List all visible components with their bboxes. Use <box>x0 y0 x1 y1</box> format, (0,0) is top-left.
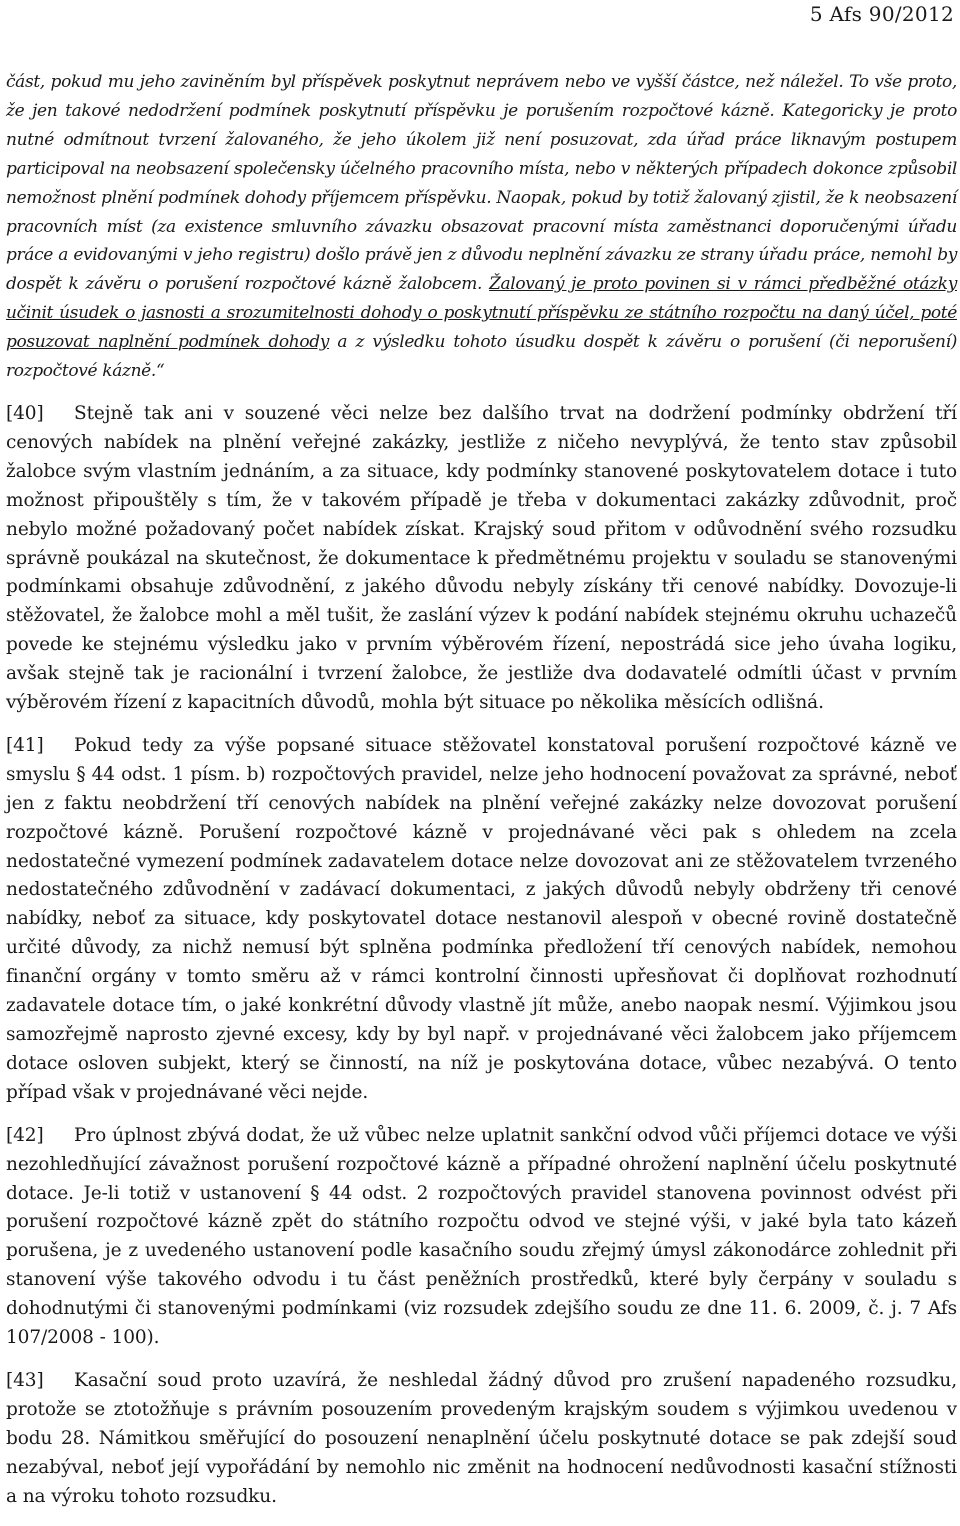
document-body <box>6 68 957 1526</box>
paragraph-42 <box>6 1122 957 1353</box>
paragraph-text: Kasační soud proto uzavírá, že neshledal žádný důvod pro zrušení napadeného rozsudku, protože se ztotožňuje s právním posouzením provedeným krajským soudem s výjimkou uvedenou v bodu 28. Námitkou směřující do posouzení nenaplnění účelu poskytnuté dotace se pak zdejší soud nezabýval, neboť její vypořádání by nemohlo nic změnit na hodnocení nedůvodnosti kasační stížnosti a na výroku tohoto rozsudku. <box>6 1369 957 1507</box>
paragraph-number: [40] <box>6 402 44 424</box>
paragraph-text: Stejně tak ani v souzené věci nelze bez dalšího trvat na dodržení podmínky obdržení tří cenových nabídek na plnění veřejné zakázky, jestliže z ničeho nevyplývá, že tento stav způsobil žalobce svým vlastním jednáním, a za situace, kdy podmínky stanovené poskytovatelem dotace i tuto možnost připouštěly s tím, že v takovém případě je třeba v dokumentaci zakázky zdůvodnit, proč nebylo možné požadovaný počet nabídek získat. Krajský soud přitom v odůvodnění svého rozsudku správně poukázal na skutečnost, že dokumentace k předmětnému projektu v souladu se stanovenými podmínkami obsahuje zdůvodnění, z jakého důvodu nebyly získány tři cenové nabídky. Dovozuje-li stěžovatel, že žalobce mohl a měl tušit, že zaslání výzev k podání nabídek stejnému okruhu uchazečů povede ke stejnému výsledku jako v prvním výběrovém řízení, nepostrádá sice jeho úvaha logiku, avšak stejně tak je racionální i tvrzení žalobce, že jestliže dva dodavatelé odmítli účast v prvním výběrovém řízení z kapacitních důvodů, mohla být situace po několika měsících odlišná. <box>6 402 957 714</box>
paragraph-number: [41] <box>6 734 44 756</box>
paragraph-43 <box>6 1367 957 1512</box>
paragraph-41 <box>6 732 957 1108</box>
case-reference: 5 Afs 90/2012 <box>809 2 954 26</box>
quote-text-3: a z výsledku tohoto úsudku dospět k závěru o porušení (či neporušení) rozpočtové kázně.“ <box>6 332 957 382</box>
paragraph-40 <box>6 400 957 718</box>
paragraph-number: [42] <box>6 1124 44 1146</box>
quoted-passage <box>6 68 957 386</box>
quote-underlined-text: Žalovaný je proto povinen si v rámci předběžné otázky učinit úsudek o jasnosti a srozumitelnosti dohody o poskytnutí příspěvku ze státního rozpočtu na daný účel, poté posuzovat naplnění podmínek dohody <box>6 274 957 353</box>
quote-text-1: část, pokud mu jeho zaviněním byl příspěvek poskytnut neprávem nebo ve vyšší částce, než náležel. To vše proto, že jen takové nedodržení podmínek poskytnutí příspěvku je porušením rozpočtové kázně. Kategoricky je proto nutné odmítnout tvrzení žalovaného, že jeho úkolem již není posuzovat, zda úřad práce liknavým postupem participoval na neobsazení společensky účelného pracovního místa, nebo v některých případech dokonce způsobil nemožnost plnění podmínek dohody příjemcem příspěvku. Naopak, pokud by totiž žalovaný zjistil, že k neobsazení pracovních míst (za existence smluvního závazku obsazovat pracovní místa zaměstnanci doporučenými úřadu práce a evidovanými v jeho registru) došlo právě jen z důvodu neplnění závazku ze strany úřadu práce, nemohl by dospět k závěru o porušení rozpočtové kázně žalobcem. <box>6 72 957 295</box>
paragraph-number: [43] <box>6 1369 44 1391</box>
paragraph-text: Pokud tedy za výše popsané situace stěžovatel konstatoval porušení rozpočtové kázně ve smyslu § 44 odst. 1 písm. b) rozpočtových pravidel, nelze jeho hodnocení považovat za správné, neboť jen z faktu neobdržení tří cenových nabídek na plnění veřejné zakázky nelze dovozovat porušení rozpočtové kázně. Porušení rozpočtové kázně v projednávané věci pak s ohledem na zcela nedostatečné vymezení podmínek zadavatelem dotace nelze dovozovat ani ze stěžovatelem tvrzeného nedostatečného zdůvodnění v zadávací dokumentaci, z jakých důvodů nebyly obdrženy tři cenové nabídky, neboť za situace, kdy poskytovatel dotace nestanovil alespoň v obecné rovině dostatečně určité důvody, za nichž nemusí být splněna podmínka předložení tří cenových nabídek, nemohou finanční orgány v tomto směru až v rámci kontrolní činnosti upřesňovat či doplňovat rozhodnutí zadavatele dotace tím, o jaké konkrétní důvody vlastně jít může, anebo naopak nesmí. Výjimkou jsou samozřejmě naprosto zjevné excesy, kdy by byl např. v projednávané věci žalobcem jako příjemcem dotace osloven subjekt, který se činností, na níž je poskytována dotace, vůbec nezabývá. O tento případ však v projednávané věci nejde. <box>6 734 957 1103</box>
paragraph-text: Pro úplnost zbývá dodat, že už vůbec nelze uplatnit sankční odvod vůči příjemci dotace ve výši nezohledňující závažnost porušení rozpočtové kázně a případné ohrožení naplnění účelu poskytnuté dotace. Je-li totiž v ustanovení § 44 odst. 2 rozpočtových pravidel stanovena povinnost odvést při porušení rozpočtové kázně zpět do státního rozpočtu odvod ve stejné výši, v jaké byla tato kázeň porušena, je z uvedeného ustanovení podle kasačního soudu zřejmý úmysl zákonodárce zohlednit při stanovení výše takového odvodu i tu část peněžních prostředků, které byly čerpány v souladu s dohodnutými či stanovenými podmínkami (viz rozsudek zdejšího soudu ze dne 11. 6. 2009, č. j. 7 Afs 107/2008 - 100). <box>6 1124 957 1349</box>
